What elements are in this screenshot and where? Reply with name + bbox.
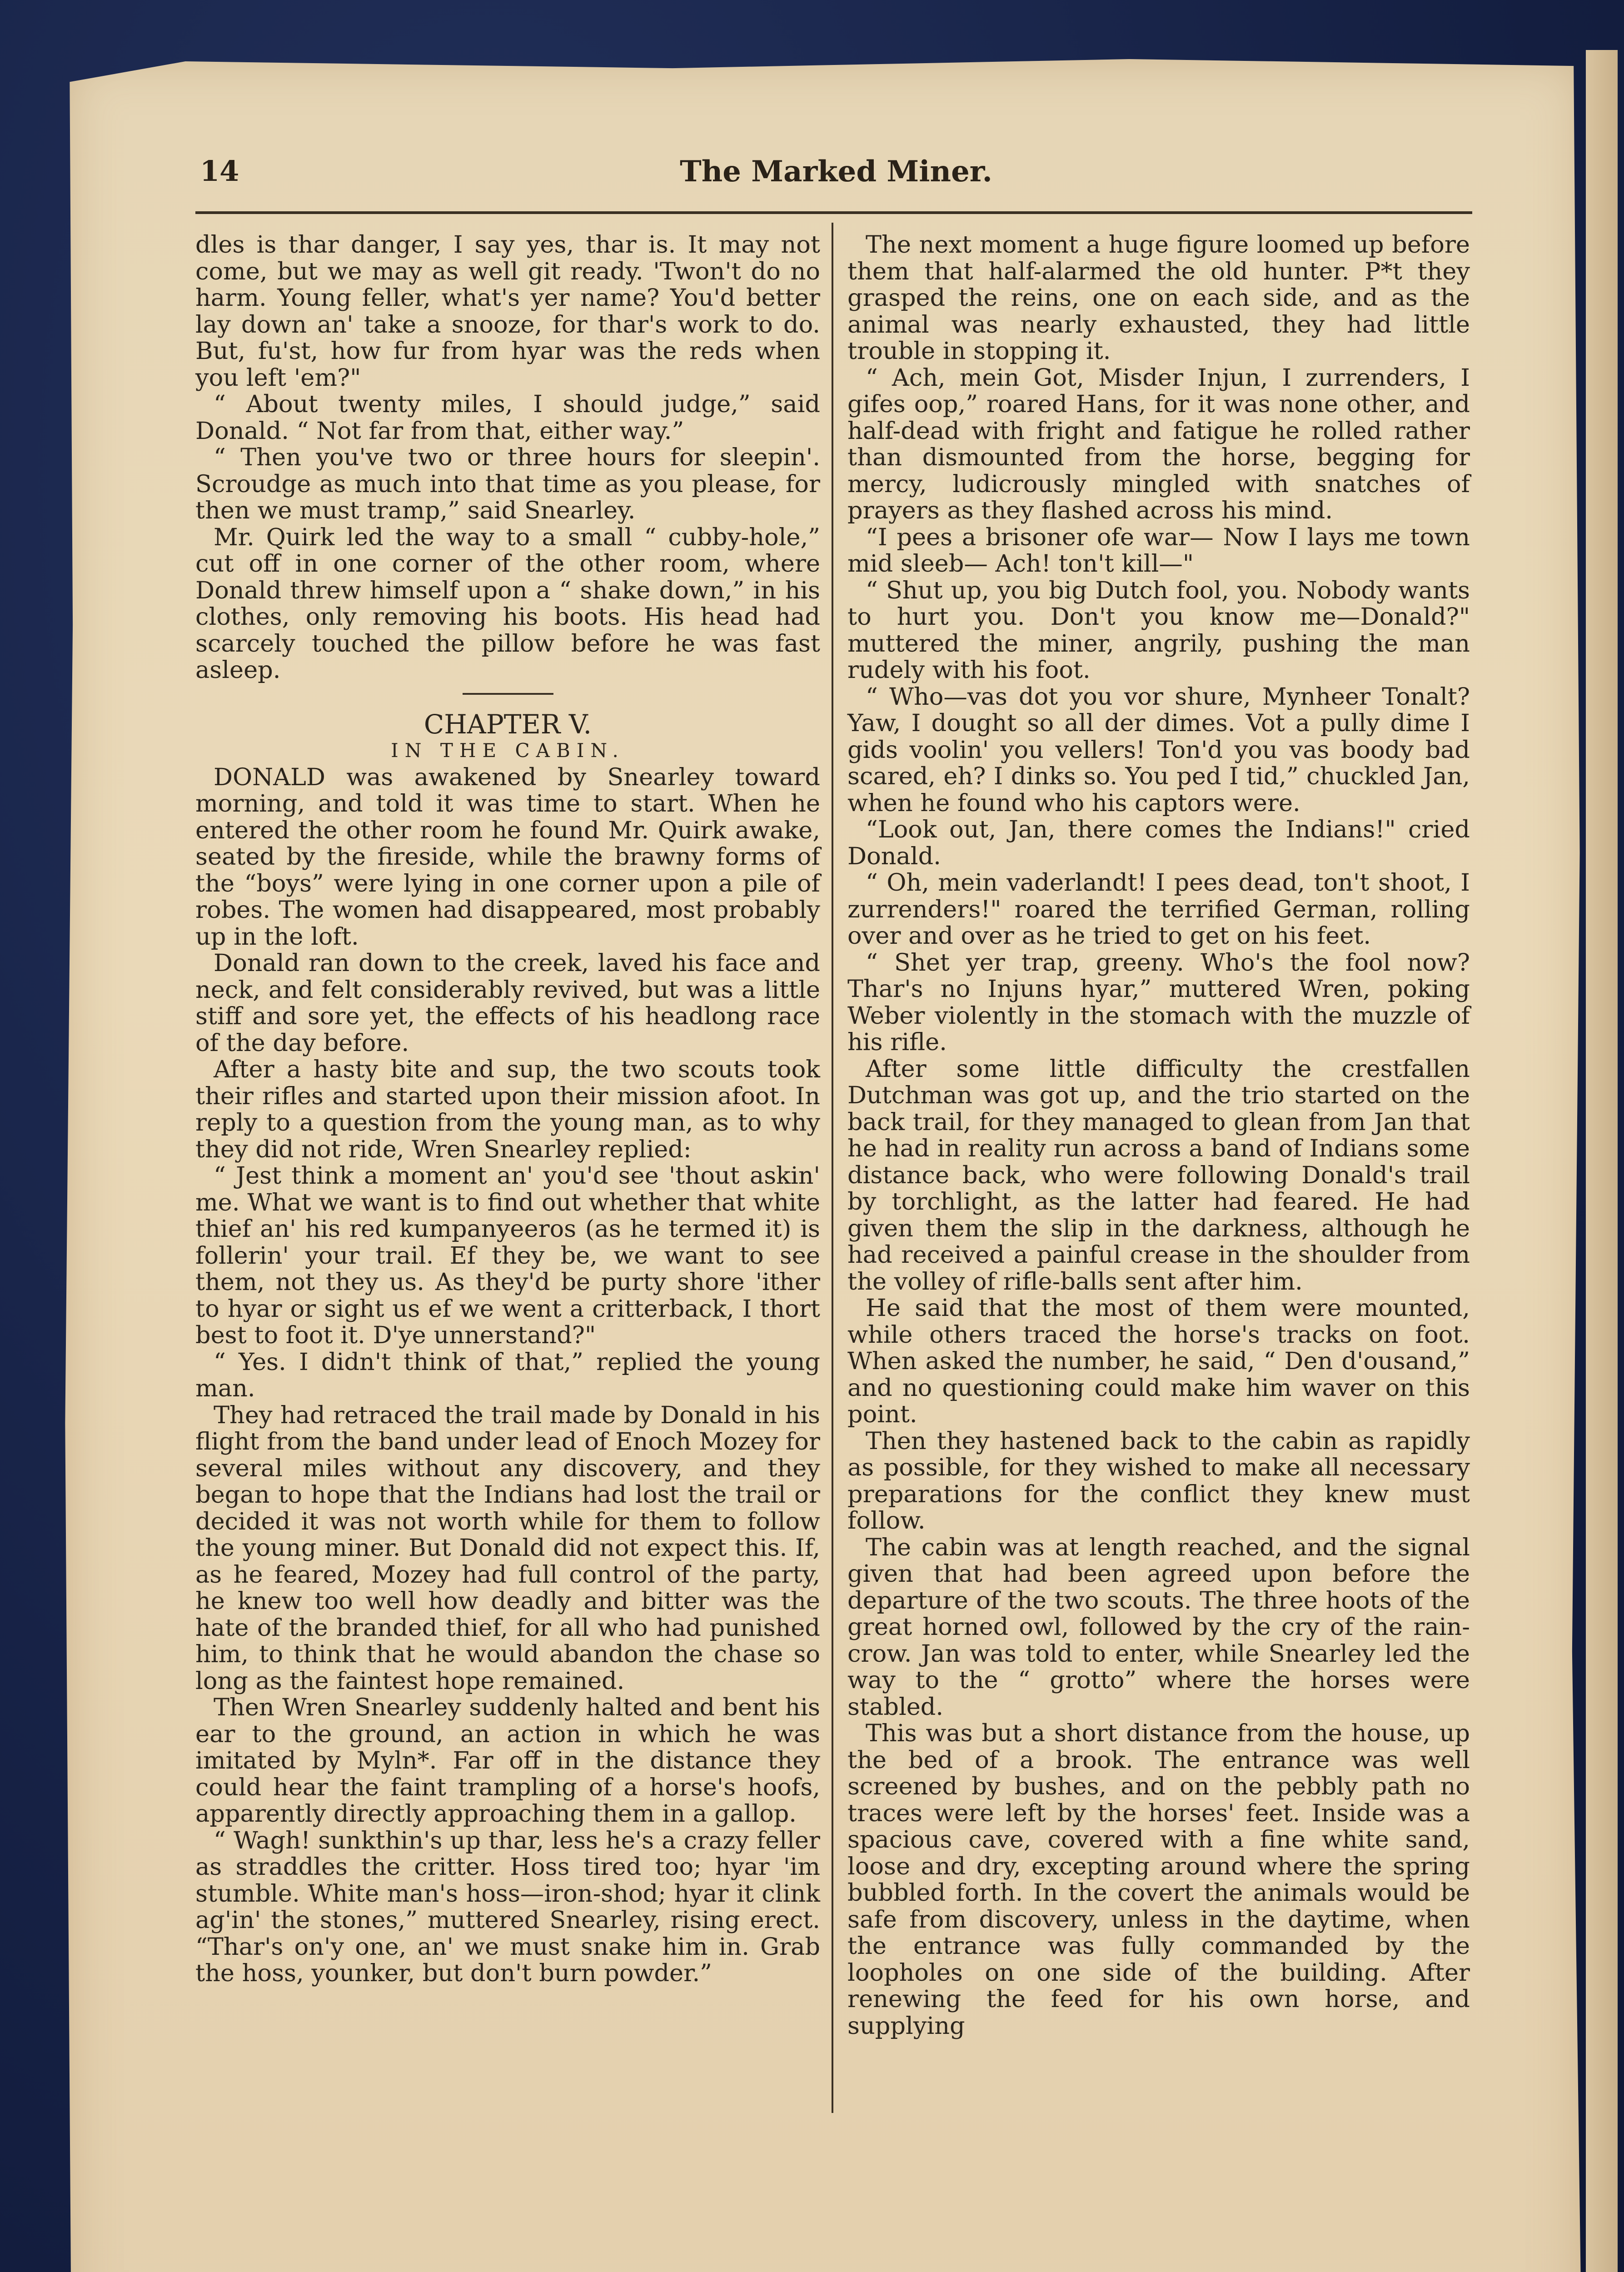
- paragraph: “ Shut up, you big Dutch fool, you. Nobody wants to hurt you. Don't you know me—Donald?" muttered the miner, angrily, pushing the man rudely with his foot.: [847, 576, 1470, 684]
- column-divider: [832, 223, 833, 2113]
- paragraph: The cabin was at length reached, and the signal given that had been agreed upon before the departure of the two scouts. The three hoots of the great horned owl, followed by the cry of the rain-crow. Jan was told to enter, while Snearley led the way to the “ grotto” where the horses were stabled.: [847, 1533, 1470, 1721]
- paragraph: “ Oh, mein vaderlandt! I pees dead, ton't shoot, I zurrenders!" roared the terrified German, rolling over and over as he tried to get on his feet.: [847, 869, 1470, 950]
- paragraph: “ Wagh! sunkthin's up thar, less he's a crazy feller as straddles the critter. Hoss tired too; hyar 'im stumble. White man's hoss—iron-shod; hyar it clink ag'in' the stones,” muttered Snearley, rising erect. “Thar's on'y one, an' we must snake him in. Grab the hoss, younker, but don't burn powder.”: [195, 1826, 820, 1987]
- paragraph: They had retraced the trail made by Donald in his flight from the band under lead of Enoch Mozey for several miles without any discovery, and they began to hope that the Indians had lost the trail or decided it was not worth while for them to follow the young miner. But Donald did not expect this. If, as he feared, Mozey had full control of the party, he knew too well how deadly and bitter was the hate of the branded thief, for all who had punished him, to think that he would abandon the chase so long as the faintest hope remained.: [195, 1401, 820, 1695]
- paragraph: After a hasty bite and sup, the two scouts took their rifles and started upon their mission afoot. In reply to a question from the young man, as to why they did not ride, Wren Snearley replied:: [195, 1056, 820, 1163]
- paragraph: “ About twenty miles, I should judge,” said Donald. “ Not far from that, either way.”: [195, 390, 820, 445]
- paragraph: The next moment a huge figure loomed up before them that half-alarmed the old hunter. P*t they grasped the reins, one on each side, and as the animal was nearly exhausted, they had little trouble in stopping it.: [847, 231, 1470, 365]
- page-header: [200, 154, 1472, 209]
- left-column: [195, 232, 820, 1987]
- paragraph: Then Wren Snearley suddenly halted and bent his ear to the ground, an action in which he was imitated by Myln*. Far off in the distance they could hear the faint trampling of a horse's hoofs, apparently directly approaching them in a gallop.: [195, 1694, 820, 1828]
- paragraph: Donald ran down to the creek, laved his face and neck, and felt considerably revived, but was a little stiff and sore yet, the effects of his headlong race of the day before.: [195, 949, 820, 1057]
- paragraph: DONALD was awakened by Snearley toward morning, and told it was time to start. When he entered the other room he found Mr. Quirk awake, seated by the fireside, while the brawny forms of the “boys” were lying in one corner upon a pile of robes. The women had disappeared, most probably up in the loft.: [195, 763, 820, 951]
- next-page-edge: [1586, 50, 1618, 2272]
- paragraph: “ Ach, mein Got, Misder Injun, I zurrenders, I gifes oop,” roared Hans, for it was none other, and half-dead with fright and fatigue he rolled rather than dismounted from the horse, begging for mercy, ludicrously mingled with snatches of prayers as they flashed across his mind.: [847, 364, 1470, 524]
- paragraph: “ Jest think a moment an' you'd see 'thout askin' me. What we want is to find out whether that white thief an' his red kumpanyeeros (as he termed it) is follerin' your trail. Ef they be, we want to see them, not they us. As they'd be purty shore 'ither to hyar or sight us ef we went a critterback, I thort best to foot it. D'ye unnerstand?": [195, 1162, 820, 1349]
- paragraph: Mr. Quirk led the way to a small “ cubby-hole,” cut off in one corner of the other room, where Donald threw himself upon a “ shake down,” in his clothes, only removing his boots. His head had scarcely touched the pillow before he was fast asleep.: [195, 523, 820, 684]
- header-rule: [195, 211, 1472, 214]
- paragraph: “ Then you've two or three hours for sleepin'. Scroudge as much into that time as you please, for then we must tramp,” said Snearley.: [195, 443, 820, 524]
- paragraph: dles is thar danger, I say yes, thar is. It may not come, but we may as well git ready. 'Twon't do no harm. Young feller, what's yer name? You'd better lay down an' take a snooze, for thar's work to do. But, fu'st, how fur from hyar was the reds when you left 'em?": [195, 231, 820, 392]
- paragraph: Then they hastened back to the cabin as rapidly as possible, for they wished to make all necessary preparations for the conflict they knew must follow.: [847, 1427, 1470, 1535]
- chapter-subtitle: IN THE CABIN.: [391, 739, 625, 762]
- page-number: 14: [200, 154, 239, 188]
- paragraph: He said that the most of them were mounted, while others traced the horse's tracks on foot. When asked the number, he said, “ Den d'ousand,” and no questioning could make him waver on this point.: [847, 1294, 1470, 1428]
- paragraph: After some little difficulty the crestfallen Dutchman was got up, and the trio started on the back trail, for they managed to glean from Jan that he had in reality run across a band of Indians some distance back, who were following Donald's trail by torchlight, as the latter had feared. He had given them the slip in the darkness, although he had received a painful crease in the shoulder from the volley of rifle-balls sent after him.: [847, 1055, 1470, 1295]
- paragraph: “Look out, Jan, there comes the Indians!" cried Donald.: [847, 816, 1470, 870]
- chapter-title: CHAPTER V.: [423, 708, 592, 740]
- running-title: The Marked Miner.: [680, 154, 992, 189]
- right-column: [847, 232, 1470, 2039]
- paragraph: “ Who—vas dot you vor shure, Mynheer Tonalt? Yaw, I dought so all der dimes. Vot a pully dime I gids voolin' you vellers! Ton'd you vas boody bad scared, eh? I dinks so. You ped I tid,” chuckled Jan, when he found who his captors were.: [847, 683, 1470, 817]
- paragraph: “I pees a brisoner ofe war— Now I lays me town mid sleeb— Ach! ton't kill—": [847, 523, 1470, 578]
- section-divider: [463, 693, 553, 695]
- paragraph: “ Yes. I didn't think of that,” replied the young man.: [195, 1348, 820, 1402]
- paragraph: “ Shet yer trap, greeny. Who's the fool now? Thar's no Injuns hyar,” muttered Wren, poking Weber violently in the stomach with the muzzle of his rifle.: [847, 948, 1470, 1056]
- paragraph: This was but a short distance from the house, up the bed of a brook. The entrance was well screened by bushes, and on the pebbly path no traces were left by the horses' feet. Inside was a spacious cave, covered with a fine white sand, loose and dry, excepting around where the spring bubbled forth. In the covert the animals would be safe from discovery, unless in the daytime, when the entrance was fully commanded by the loopholes on one side of the building. After renewing the feed for his own horse, and supplying: [847, 1719, 1470, 2040]
